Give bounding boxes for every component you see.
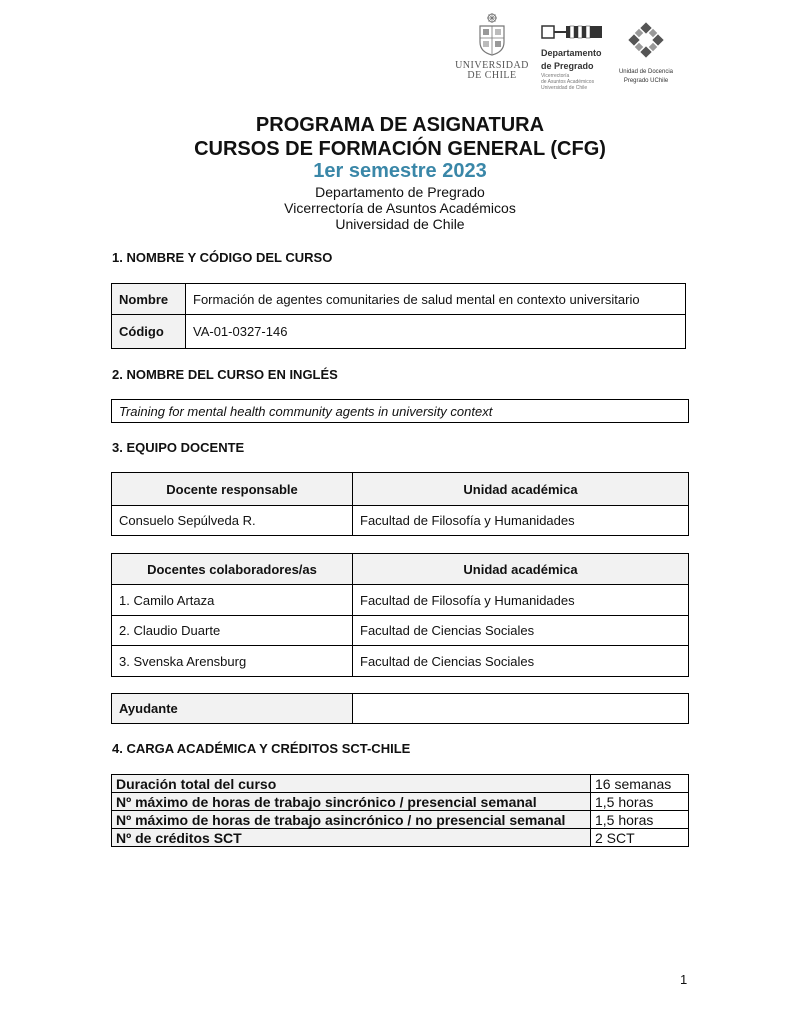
page-number: 1	[680, 972, 688, 987]
colaboradores-header: Docentes colaboradores/as	[112, 554, 353, 585]
dept-line: Departamento de Pregrado	[315, 184, 485, 200]
universidad-de-chile-logo	[452, 12, 532, 86]
title-line1: PROGRAMA DE ASIGNATURA	[255, 114, 545, 136]
table-row	[112, 400, 689, 423]
responsable-name: Consuelo Sepúlveda R.	[112, 506, 353, 536]
carga-label: Nº máximo de horas de trabajo sincrónico / presencial semanal	[112, 793, 591, 811]
table-row	[112, 793, 689, 811]
nombre-label: Nombre	[112, 284, 186, 315]
table-row	[112, 554, 689, 585]
codigo-label: Código	[112, 315, 186, 349]
section4-heading: 4. CARGA ACADÉMICA Y CRÉDITOS SCT-CHILE	[112, 741, 411, 756]
colaborador-unit: Facultad de Ciencias Sociales	[353, 616, 689, 646]
ayudante-label: Ayudante	[112, 694, 353, 724]
carga-value: 1,5 horas	[591, 811, 689, 829]
departamento-pregrado-logo	[541, 24, 603, 91]
university-seal-icon	[472, 12, 512, 56]
docencia-label-line1: Unidad de Docencia	[618, 69, 674, 75]
pregrado-small-text	[541, 73, 603, 91]
docencia-emblem-icon	[626, 22, 666, 62]
english-name-value: Training for mental health community agents in university context	[112, 400, 689, 423]
section2-heading: 2. NOMBRE DEL CURSO EN INGLÉS	[112, 367, 338, 382]
codigo-value: VA-01-0327-146	[186, 315, 686, 349]
table-row	[112, 616, 689, 646]
semester-title: 1er semestre 2023	[313, 160, 487, 182]
ayudante-value	[353, 694, 689, 724]
uchile-logo-line2: DE CHILE	[467, 70, 517, 81]
table-row	[112, 315, 686, 349]
table-row	[112, 506, 689, 536]
colaboradores-table	[111, 553, 689, 677]
section1-heading: 1. NOMBRE Y CÓDIGO DEL CURSO	[112, 250, 333, 265]
carga-label: Duración total del curso	[112, 775, 591, 793]
table-row	[112, 473, 689, 506]
colaborador-name: 2. Claudio Duarte	[112, 616, 353, 646]
table-row	[112, 811, 689, 829]
title-line2: CURSOS DE FORMACIÓN GENERAL (CFG)	[194, 138, 606, 160]
pregrado-title-line1: Departamento	[541, 48, 602, 58]
carga-value: 16 semanas	[591, 775, 689, 793]
colaborador-unit: Facultad de Ciencias Sociales	[353, 646, 689, 677]
colaborador-name: 3. Svenska Arensburg	[112, 646, 353, 677]
responsable-table	[111, 472, 689, 536]
english-name-table	[111, 399, 689, 423]
carga-label: Nº máximo de horas de trabajo asincrónico / no presencial semanal	[112, 811, 591, 829]
vice-line: Vicerrectoría de Asuntos Académicos	[284, 200, 516, 216]
pregrado-pattern-icon	[541, 24, 603, 40]
colaborador-unit: Facultad de Filosofía y Humanidades	[353, 585, 689, 616]
responsable-unit: Facultad de Filosofía y Humanidades	[353, 506, 689, 536]
section3-heading: 3. EQUIPO DOCENTE	[112, 440, 245, 455]
table-row	[112, 829, 689, 847]
nombre-value: Formación de agentes comunitaries de salud mental en contexto universitario	[186, 284, 686, 315]
table-row	[112, 775, 689, 793]
uni-line: Universidad de Chile	[335, 216, 465, 232]
carga-value: 1,5 horas	[591, 793, 689, 811]
carga-label: Nº de créditos SCT	[112, 829, 591, 847]
table-row	[112, 284, 686, 315]
unidad-header: Unidad académica	[353, 473, 689, 506]
course-name-table	[111, 283, 686, 349]
pregrado-small-line2: de Asuntos Académicos	[541, 79, 595, 85]
table-row	[112, 585, 689, 616]
pregrado-title-line2: de Pregrado	[541, 61, 594, 71]
table-row	[112, 694, 689, 724]
docencia-label-line2: Pregrado UChile	[623, 78, 669, 84]
table-row	[112, 646, 689, 677]
ayudante-table	[111, 693, 689, 724]
carga-academica-table	[111, 774, 689, 847]
unidad-header: Unidad académica	[353, 554, 689, 585]
carga-value: 2 SCT	[591, 829, 689, 847]
unidad-docencia-logo	[614, 22, 678, 86]
colaborador-name: 1. Camilo Artaza	[112, 585, 353, 616]
uchile-logo-line1: UNIVERSIDAD	[455, 60, 529, 71]
pregrado-small-line1: Vicerrectoría	[541, 73, 570, 79]
pregrado-small-line3: Universidad de Chile	[541, 85, 588, 91]
responsable-header: Docente responsable	[112, 473, 353, 506]
